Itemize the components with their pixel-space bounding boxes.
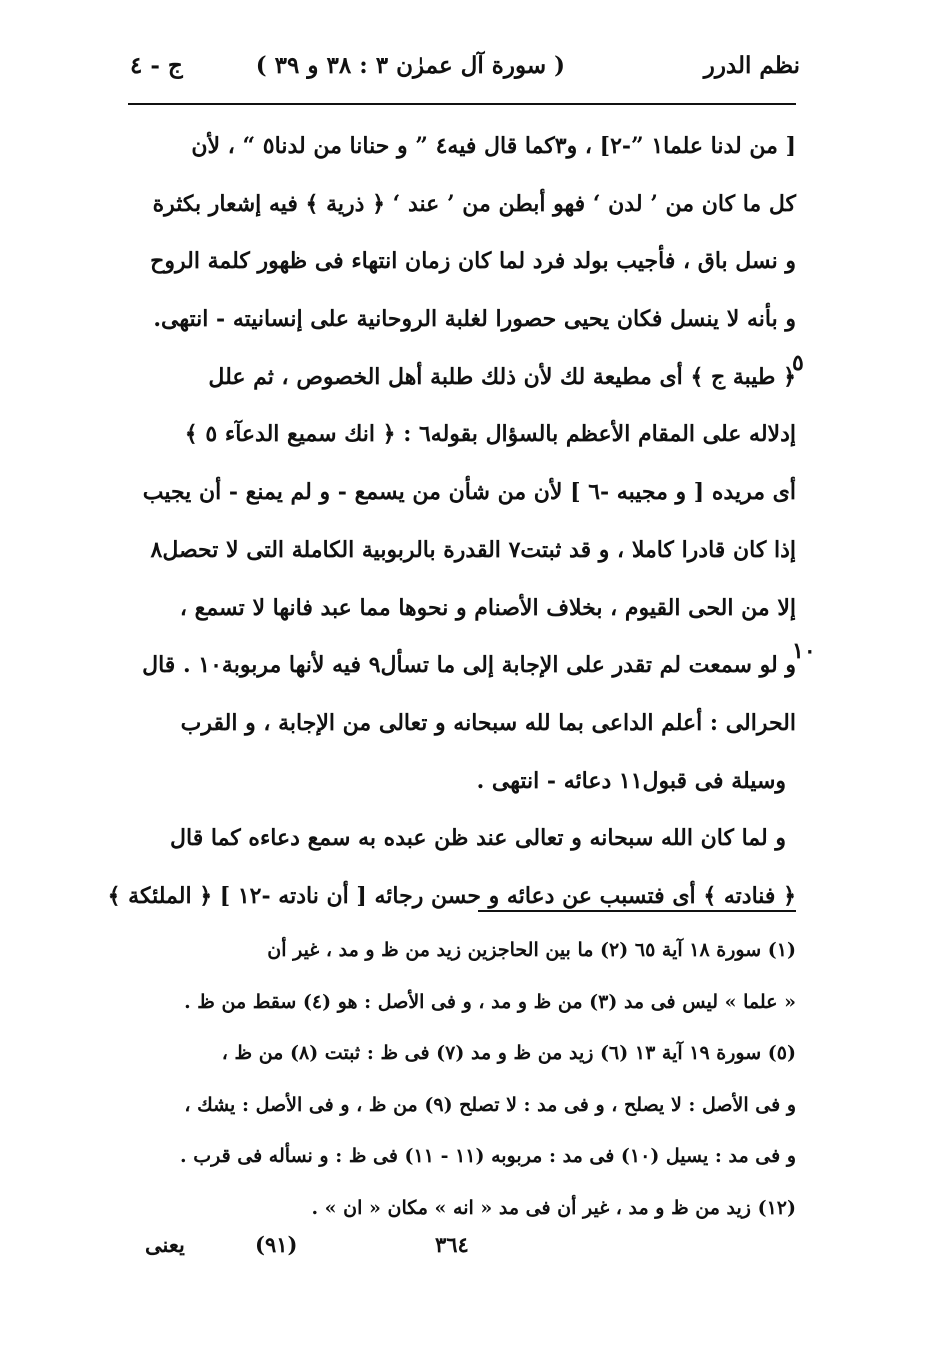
line-number-5: ٥ [792,350,804,376]
footnote-line: و فى الأصل : لا يصلح ، و فى مد : لا تصلح (٩) من ظ ، و فى الأصل : يشك ، [184,1093,796,1116]
surah-reference: ( سورة آل عمرٰن ٣ : ٣٨ و ٣٩ ) [255,52,565,79]
volume-label: ج - ٤ [130,52,183,79]
text-line: إدلاله على المقام الأعظم بالسؤال بقوله٦ : ﴿ انك سميع الدعآء ٥ ﴾ [184,421,796,448]
text-line: و بأنه لا ينسل فكان يحيى حصورا لغلبة الروحانية على إنسانيته - انتهى. [153,306,796,333]
text-line: الحرالى : أعلم الداعى بما لله سبحانه و تعالى من الإجابة ، و القرب [180,709,796,736]
page-footer [120,1232,800,1268]
footnotes [128,925,796,1234]
line-number-10: ١٠ [792,638,816,664]
header-rule [128,103,796,105]
running-header [120,52,800,96]
text-line: و نسل باق ، فأجيب بولد فرد لما كان زمان انتهاء فى ظهور كلمة الروح [150,248,796,275]
page-number: ٣٦٤ [435,1232,469,1257]
text-line: إذا كان قادرا كاملا ، و قد ثبتت٧ القدرة بالربوبية الكاملة التى لا تحصل٨ [150,536,796,563]
book-title: نظم الدرر [703,52,800,79]
footnote-line: (١٢) زيد من ظ و مد ، غير أن فى مد « انه » مكان « ان » . [311,1196,796,1219]
text-line: ﴿ طيبة ج ﴾ أى مطيعة لك لأن ذلك طلبة أهل الخصوص ، ثم علل [208,363,796,390]
text-line: [ من لدنا علما١ ”-٢] ، و٣كما قال فيه٤ ” و حنانا من لدنا٥ “ ، لأن [191,133,796,159]
footnote-line: (١) سورة ١٨ آية ٦٥ (٢) ما بين الحاجزين زيد من ظ و مد ، غير أن [267,939,796,961]
footnote-rule [478,910,796,912]
footnote-line: « علما » ليس فى مد (٣) من ظ و مد ، و فى الأصل : هو (٤) سقط من ظ . [184,990,796,1013]
text-line: و لو سمعت لم تقدر على الإجابة إلى ما تسأل٩ فيه لأنها مربوبة١٠ . قال [142,652,796,679]
main-text [107,118,796,926]
text-line: إلا من الحى القيوم ، بخلاف الأصنام و نحوها مما عبد فانها لا تسمع ، [179,594,796,621]
sheet-number: (٩١) [255,1232,298,1257]
text-line: كل ما كان من ’ لدن ‘ فهو أبطن من ’ عند ‘ ﴿ ذرية ﴾ فيه إشعار بكثرة [152,190,796,217]
footnote-line: و فى مد : يسيل (١٠) فى مد : مربوبه (١١ - ١١) فى ظ : و نسأله فى قرب . [179,1145,796,1167]
footnote-line: (٥) سورة ١٩ آية ١٣ (٦) زيد من ظ و مد (٧) فى ظ : ثبتت (٨) من ظ ، [221,1042,796,1064]
text-line: أى مريده [ و مجيبه -٦ ] لأن من شأن من يسمع - و لم يمنع - أن يجيب [142,479,796,506]
text-line: و لما كان الله سبحانه و تعالى عند ظن عبده به سمع دعاءه كما قال [170,825,786,852]
text-line: ﴿ فنادته ﴾ أى فتسبب عن دعائه و حسن رجائه [ أن نادته -١٢ ] ﴿ الملئكة ﴾ [107,882,796,909]
text-line: وسيلة فى قبول١١ دعائه - انتهى . [476,767,786,794]
catchword: يعنى [145,1232,185,1257]
